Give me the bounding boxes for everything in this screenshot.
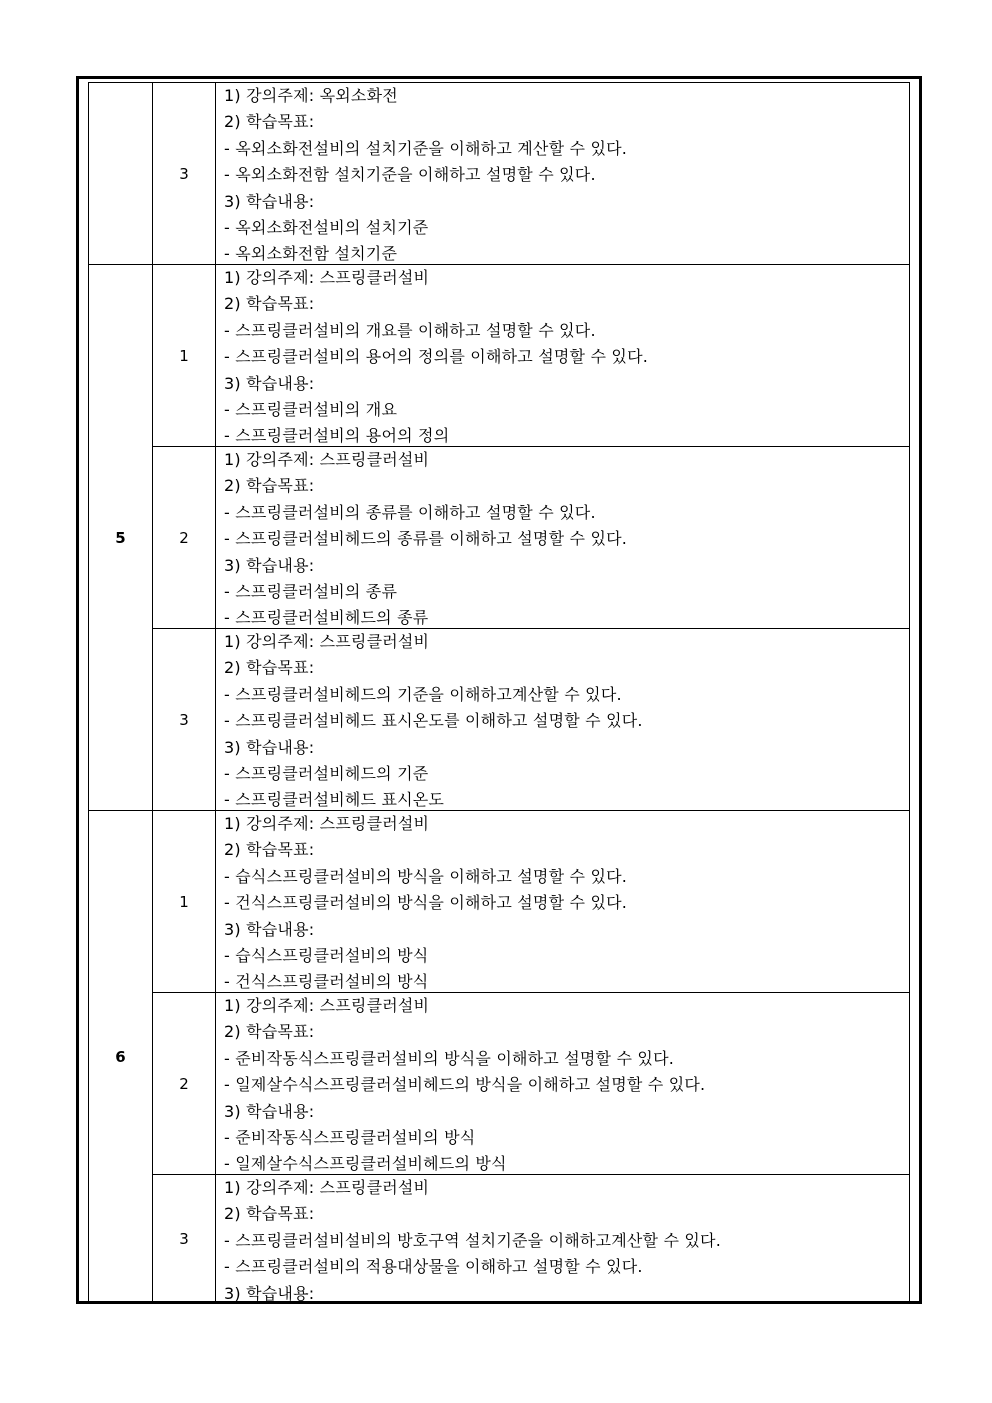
table-row xyxy=(89,1175,910,1304)
topic-line: 1) 강의주제: 스프링클러설비 xyxy=(224,996,430,1015)
content-item: - 스프링클러설비헤드의 종류 xyxy=(224,608,429,628)
session-cell: 1 xyxy=(153,265,216,447)
topic-line: 1) 강의주제: 스프링클러설비 xyxy=(224,1178,430,1197)
table-row xyxy=(89,993,910,1175)
session-cell: 3 xyxy=(153,1175,216,1304)
goal-item: - 스프링클러설비의 용어의 정의를 이해하고 설명할 수 있다. xyxy=(224,347,649,367)
content-heading: 3) 학습내용: xyxy=(224,919,315,939)
content-item: - 습식스프링클러설비의 방식 xyxy=(224,945,429,965)
goal-heading: 2) 학습목표: xyxy=(224,112,315,132)
table-row xyxy=(89,447,910,629)
goal-item: - 일제살수식스프링클러설비헤드의 방식을 이해하고 설명할 수 있다. xyxy=(224,1075,706,1095)
content-item: - 준비작동식스프링클러설비의 방식 xyxy=(224,1127,476,1147)
content-item: - 건식스프링클러설비의 방식 xyxy=(224,972,429,992)
syllabus-table-wrapper xyxy=(88,82,910,1303)
goal-heading: 2) 학습목표: xyxy=(224,294,315,314)
content-heading: 3) 학습내용: xyxy=(224,191,315,211)
content-item: - 스프링클러설비의 용어의 정의 xyxy=(224,426,450,446)
table-row xyxy=(89,629,910,811)
session-cell: 1 xyxy=(153,811,216,993)
content-cell xyxy=(216,83,910,265)
content-item: - 스프링클러설비의 종류 xyxy=(224,581,398,601)
syllabus-table xyxy=(88,82,910,1304)
goal-item: - 습식스프링클러설비의 방식을 이해하고 설명할 수 있다. xyxy=(224,866,628,886)
topic-line: 1) 강의주제: 옥외소화전 xyxy=(224,86,398,105)
week-cell: 5 xyxy=(89,265,153,811)
session-cell: 2 xyxy=(153,447,216,629)
content-cell xyxy=(216,1175,910,1304)
goal-item: - 준비작동식스프링클러설비의 방식을 이해하고 설명할 수 있다. xyxy=(224,1048,675,1068)
content-item: - 스프링클러설비의 개요 xyxy=(224,399,398,419)
goal-item: - 스프링클러설비헤드의 종류를 이해하고 설명할 수 있다. xyxy=(224,529,628,549)
table-row xyxy=(89,265,910,447)
content-heading: 3) 학습내용: xyxy=(224,555,315,575)
goal-heading: 2) 학습목표: xyxy=(224,476,315,496)
content-cell xyxy=(216,265,910,447)
topic-line: 1) 강의주제: 스프링클러설비 xyxy=(224,450,430,469)
content-heading: 3) 학습내용: xyxy=(224,737,315,757)
table-row xyxy=(89,83,910,265)
session-cell: 2 xyxy=(153,993,216,1175)
table-row xyxy=(89,811,910,993)
content-cell xyxy=(216,993,910,1175)
goal-item: - 스프링클러설비헤드 표시온도를 이해하고 설명할 수 있다. xyxy=(224,711,643,731)
goal-item: - 스프링클러설비헤드의 기준을 이해하고계산할 수 있다. xyxy=(224,684,622,704)
goal-heading: 2) 학습목표: xyxy=(224,658,315,678)
content-item: - 일제살수식스프링클러설비헤드의 방식 xyxy=(224,1154,507,1174)
topic-line: 1) 강의주제: 스프링클러설비 xyxy=(224,268,430,287)
goal-heading: 2) 학습목표: xyxy=(224,1022,315,1042)
goal-item: - 옥외소화전설비의 설치기준을 이해하고 계산할 수 있다. xyxy=(224,138,628,158)
document-frame xyxy=(76,76,922,1304)
content-item: - 스프링클러설비헤드의 기준 xyxy=(224,763,429,783)
content-heading: 3) 학습내용: xyxy=(224,373,315,393)
content-heading: 3) 학습내용: xyxy=(224,1101,315,1121)
goal-item: - 옥외소화전함 설치기준을 이해하고 설명할 수 있다. xyxy=(224,165,596,185)
week-cell: 6 xyxy=(89,811,153,1304)
content-cell xyxy=(216,811,910,993)
session-cell: 3 xyxy=(153,629,216,811)
goal-item: - 스프링클러설비의 개요를 이해하고 설명할 수 있다. xyxy=(224,320,596,340)
goal-item: - 건식스프링클러설비의 방식을 이해하고 설명할 수 있다. xyxy=(224,893,628,913)
session-cell: 3 xyxy=(153,83,216,265)
content-item: - 스프링클러설비헤드 표시온도 xyxy=(224,790,445,810)
goal-item: - 스프링클러설비의 종류를 이해하고 설명할 수 있다. xyxy=(224,502,596,522)
goal-heading: 2) 학습목표: xyxy=(224,1204,315,1224)
content-item: - 옥외소화전설비의 설치기준 xyxy=(224,217,429,237)
content-heading: 3) 학습내용: xyxy=(224,1283,315,1303)
topic-line: 1) 강의주제: 스프링클러설비 xyxy=(224,814,430,833)
content-cell xyxy=(216,629,910,811)
content-item: - 옥외소화전함 설치기준 xyxy=(224,244,398,264)
topic-line: 1) 강의주제: 스프링클러설비 xyxy=(224,632,430,651)
goal-heading: 2) 학습목표: xyxy=(224,840,315,860)
content-cell xyxy=(216,447,910,629)
goal-item: - 스프링클러설비의 적용대상물을 이해하고 설명할 수 있다. xyxy=(224,1257,643,1277)
goal-item: - 스프링클러설비설비의 방호구역 설치기준을 이해하고계산할 수 있다. xyxy=(224,1230,721,1250)
week-cell xyxy=(89,83,153,265)
